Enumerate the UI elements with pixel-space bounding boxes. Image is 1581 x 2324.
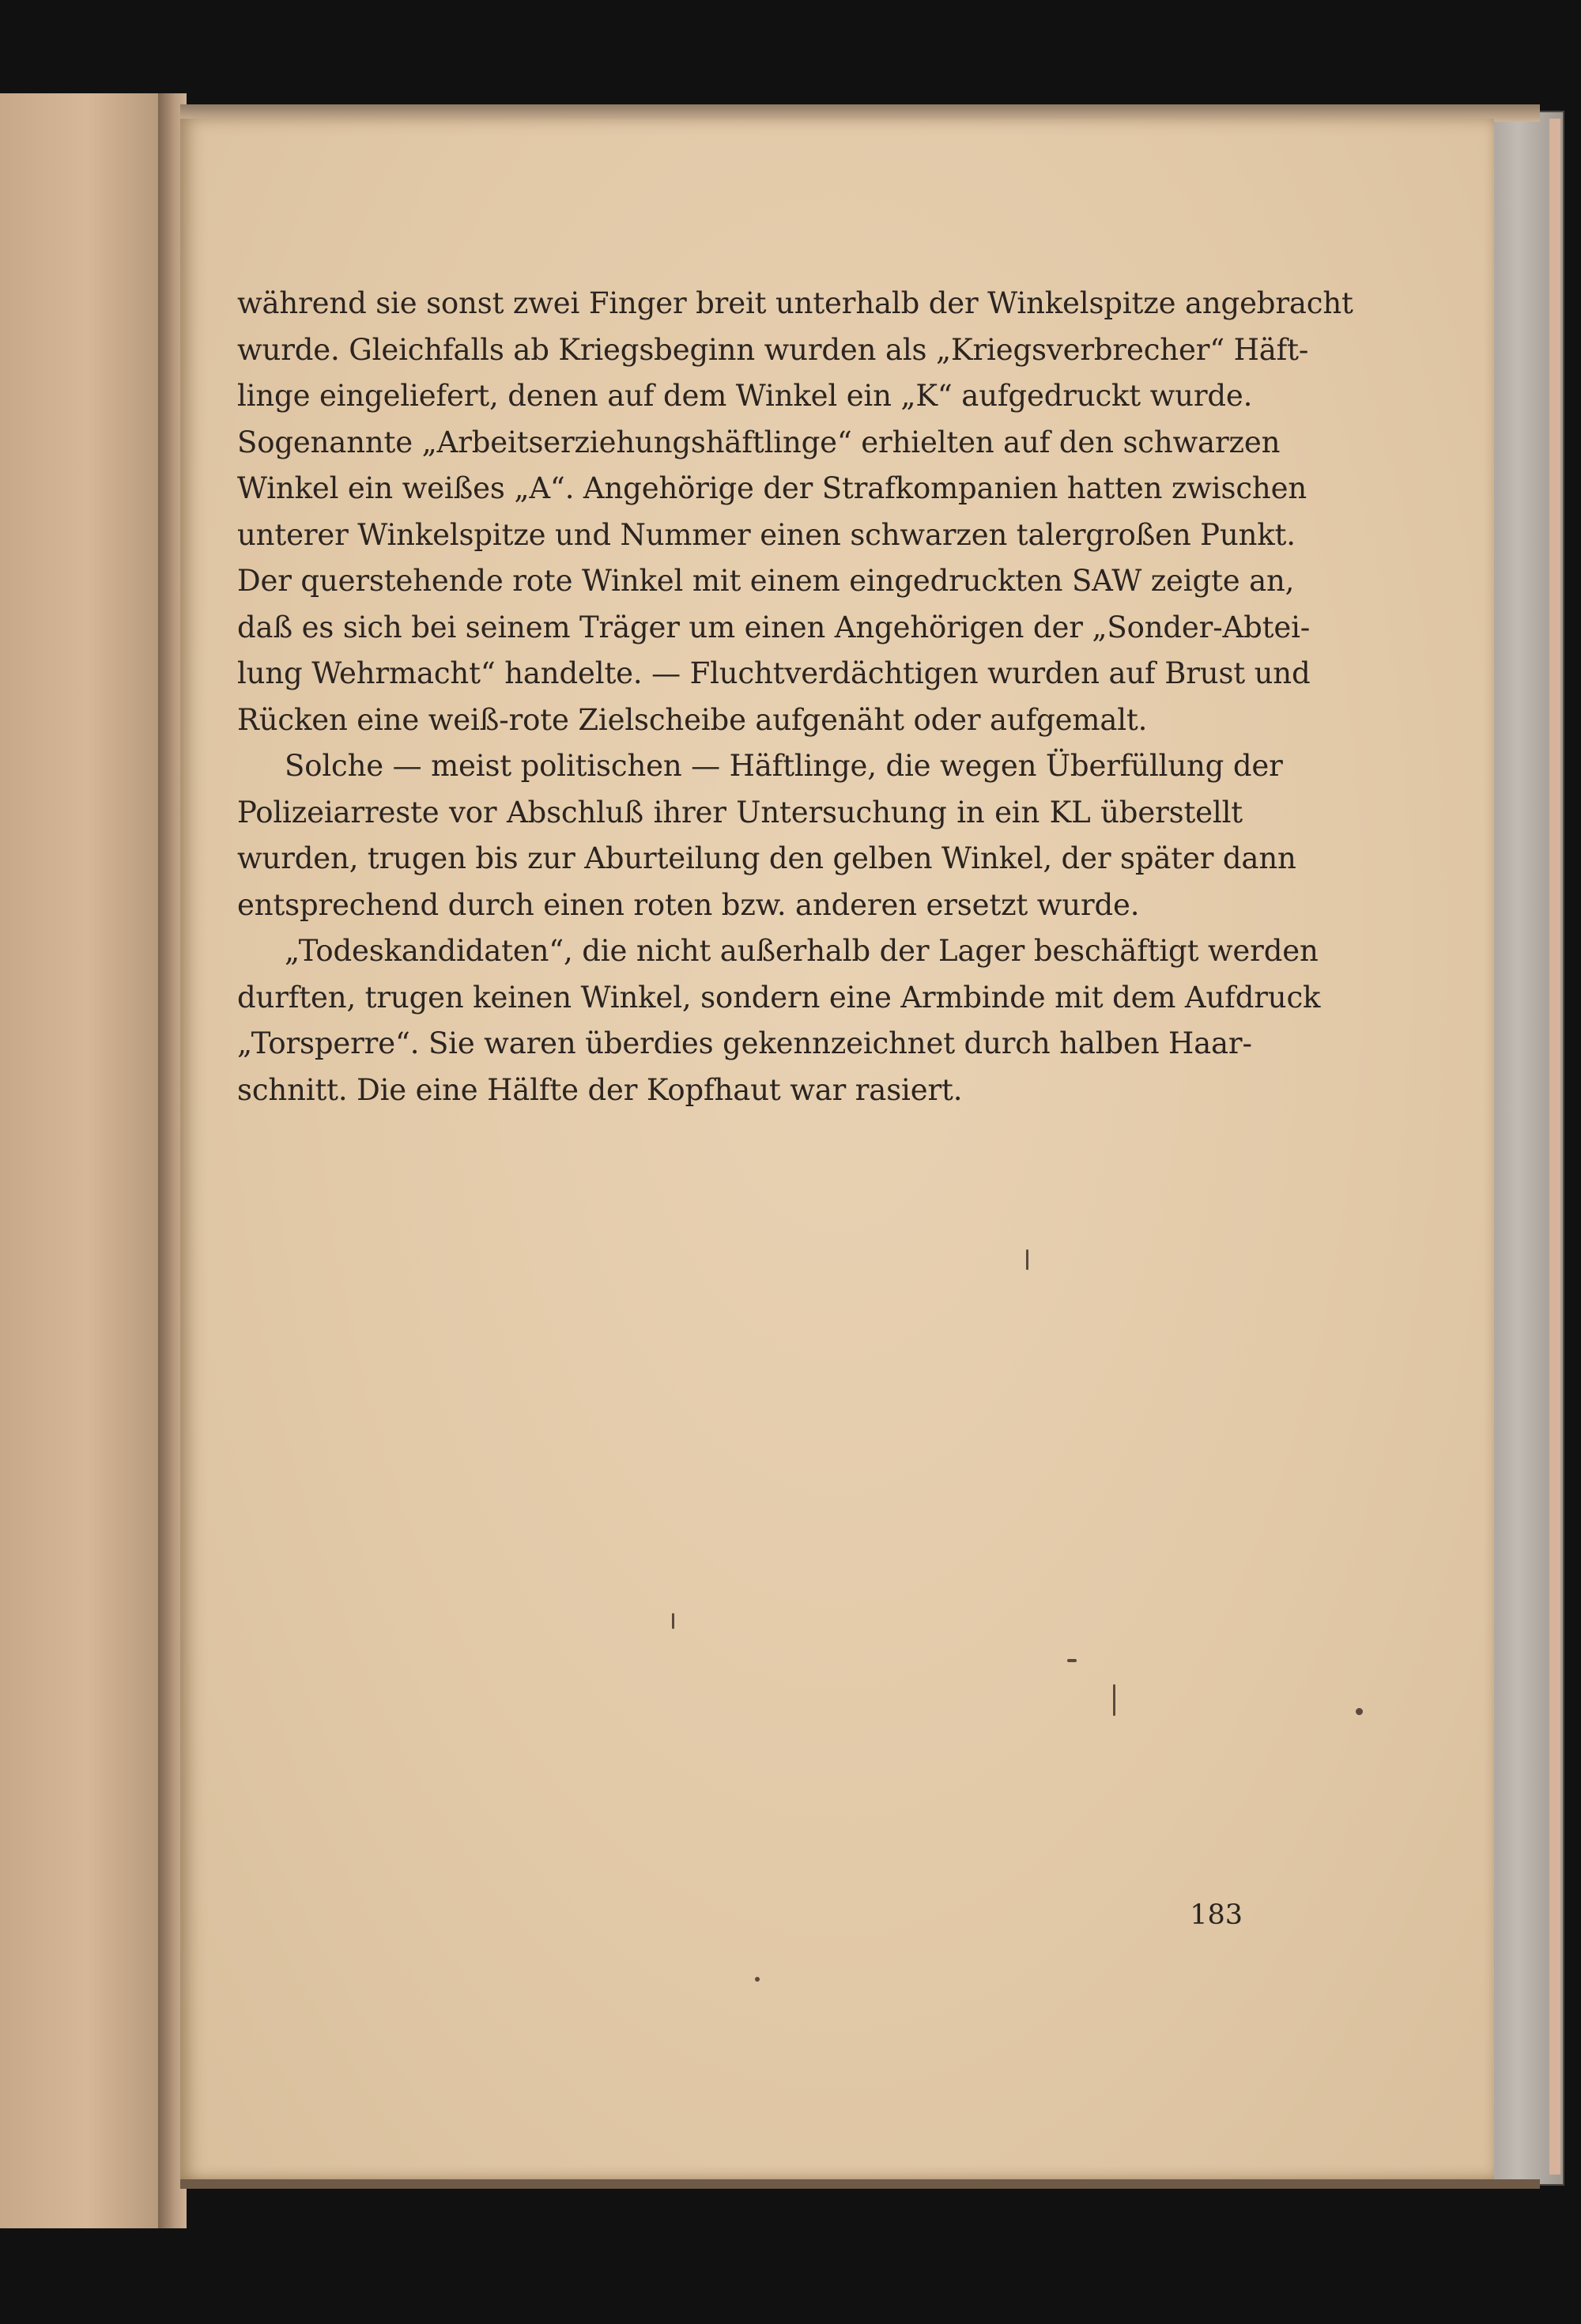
paper-speck [1067,1659,1077,1662]
text-line: Polizeiarreste vor Abschluß ihrer Untersuchung in ein KL überstellt [237,795,1243,829]
text-line: entsprechend durch einen roten bzw. anderen ersetzt wurde. [237,887,1140,922]
text-line: Winkel ein weißes „A“. Angehörige der Strafkompanien hatten zwischen [237,471,1307,505]
text-line: „Todeskandidaten“, die nicht außerhalb der Lager beschäftigt werden [285,934,1319,968]
book-cover-edge [1549,119,1560,2175]
page-bottom-edge [180,2179,1540,2189]
paper-speck [755,1977,760,1982]
paper-speck [672,1613,674,1629]
paragraph-1 [237,281,1353,743]
left-page-edge [0,93,163,2228]
paragraph-3 [237,928,1321,1113]
paper-speck [1356,1708,1363,1715]
text-line: Der querstehende rote Winkel mit einem eingedruckten SAW zeigte an, [237,564,1295,598]
text-line: „Torsperre“. Sie waren überdies gekennzeichnet durch halben Haar- [237,1026,1252,1060]
text-line: daß es sich bei seinem Träger um einen Angehörigen der „Sonder-Abtei- [237,610,1311,644]
text-line: während sie sonst zwei Finger breit unterhalb der Winkelspitze angebracht [237,286,1353,320]
text-line: unterer Winkelspitze und Nummer einen schwarzen talergroßen Punkt. [237,517,1296,552]
text-line: wurde. Gleichfalls ab Kriegsbeginn wurden als „Kriegsverbrecher“ Häft- [237,332,1309,367]
page-number: 183 [1190,1899,1243,1931]
text-line: schnitt. Die eine Hälfte der Kopfhaut war rasiert. [237,1072,963,1107]
text-line: durften, trugen keinen Winkel, sondern eine Armbinde mit dem Aufdruck [237,980,1321,1015]
text-line: Solche — meist politischen — Häftlinge, die wegen Überfüllung der [285,749,1283,783]
paper-speck [1026,1249,1028,1270]
text-line: lung Wehrmacht“ handelte. — Fluchtverdächtigen wurden auf Brust und [237,656,1311,690]
paper-speck [1113,1684,1115,1716]
text-line: wurden, trugen bis zur Aburteilung den gelben Winkel, der später dann [237,841,1296,875]
page-body-text [237,281,1353,1113]
paragraph-2 [237,743,1296,928]
text-line: Sogenannte „Arbeitserziehungshäftlinge“ erhielten auf den schwarzen [237,425,1281,459]
text-line: Rücken eine weiß-rote Zielscheibe aufgenäht oder aufgemalt. [237,702,1148,737]
text-line: linge eingeliefert, denen auf dem Winkel ein „K“ aufgedruckt wurde. [237,379,1253,413]
